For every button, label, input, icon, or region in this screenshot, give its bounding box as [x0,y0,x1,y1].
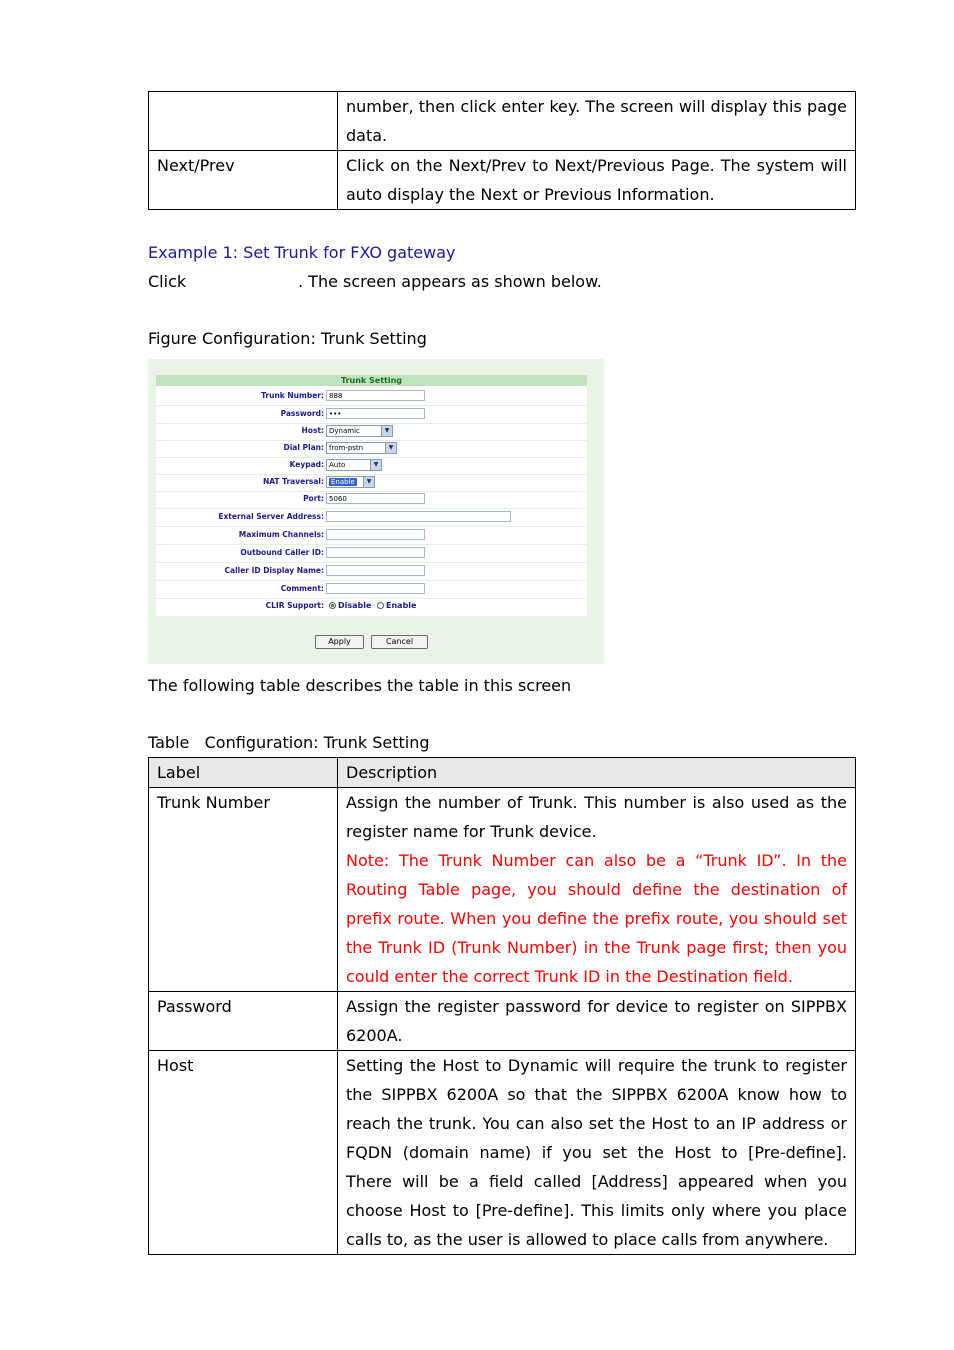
column-header-label: Label [149,758,338,788]
clir-radio-group [329,601,416,610]
table-cell-description: Assign the register password for device to register on SIPPBX 6200A. [338,992,856,1051]
trunk-setting-form [156,375,587,616]
table-cell-description [338,151,856,210]
table-cell-label: Host [149,1051,338,1255]
trunk-setting-screenshot [148,359,604,664]
table-row [149,92,856,151]
table-caption: Table Configuration: Trunk Setting [148,733,430,752]
example-heading: Example 1: Set Trunk for FXO gateway [148,243,456,262]
table-header-row [149,758,856,788]
click-instruction [148,267,602,296]
table-cell-description: Setting the Host to Dynamic will require the trunk to register the SIPPBX 6200A so that the SIPPBX 6200A know how to reach the trunk. You can also set the Host to an IP address or FQDN (domain name) if you set the Host to [Pre-define]. There will be a field called [Address] appeared when you choose Host to [Pre-define]. This limits only where you place calls to, as the user is allowed to place calls from anywhere. [338,1051,856,1255]
field-label: Port: [303,494,324,503]
desc-line: number, then click enter key. The screen will display this page [346,97,847,116]
table-row [149,788,856,992]
table-row [149,992,856,1051]
nat-selected-value: Enable [331,478,355,486]
table-row [149,151,856,210]
desc-line: auto display the Next or Previous Information. [346,185,715,204]
row-caller-id-display [156,563,587,581]
table-cell-label: Next/Prev [149,151,338,210]
desc-line: data. [346,126,388,145]
row-port [156,491,587,509]
figure-caption: Figure Configuration: Trunk Setting [148,329,427,348]
field-label: Host: [301,426,324,435]
row-clir-support [156,598,587,615]
field-label: Caller ID Display Name: [224,566,324,575]
clir-enable-radio[interactable] [377,602,384,609]
clir-enable-label: Enable [386,601,417,610]
row-nat-traversal [156,474,587,492]
column-header-description: Description [338,758,856,788]
field-label: Maximum Channels: [238,530,324,539]
port-input[interactable]: 5060 [326,493,425,504]
comment-input[interactable] [326,583,425,594]
field-label: Outbound Caller ID: [240,548,324,557]
table-cell-label [149,92,338,151]
field-label: Password: [280,409,324,418]
trunk-setting-table [148,757,856,1255]
form-title: Trunk Setting [156,375,587,386]
field-label: NAT Traversal: [262,477,324,486]
table-cell-description [338,92,856,151]
row-external-server [156,509,587,527]
keypad-selected-value: Auto [329,461,346,469]
field-label: External Server Address: [218,512,324,521]
field-label: Comment: [280,584,324,593]
chevron-down-icon[interactable]: ▼ [363,477,374,487]
row-dial-plan [156,440,587,458]
chevron-down-icon[interactable]: ▼ [370,460,381,470]
dial-plan-selected-value: from-pstn [329,444,364,452]
table-row [149,1051,856,1255]
outbound-caller-id-input[interactable] [326,547,425,558]
desc-text: Assign the number of Trunk. This number is also used as the register name for Trunk device. [346,793,847,841]
table-cell-description [338,788,856,992]
field-label: CLIR Support: [265,601,324,610]
max-channels-input[interactable] [326,529,425,540]
note-text: Note: The Trunk Number can also be a “Trunk ID”. In the Routing Table page, you should define the destination of prefix route. When you define the prefix route, you should set the Trunk ID (Trunk Number) in the Trunk page first; then you could enter the correct Trunk ID in the Destination field. [346,851,847,986]
field-label: Keypad: [289,460,324,469]
keypad-select[interactable] [326,459,382,471]
cancel-button[interactable]: Cancel [371,635,428,649]
row-trunk-number [156,388,587,406]
click-suffix: . The screen appears as shown below. [298,272,602,291]
host-selected-value: Dynamic [329,427,360,435]
following-text: The following table describes the table in this screen [148,676,572,695]
row-keypad [156,457,587,475]
chevron-down-icon[interactable]: ▼ [385,443,396,453]
row-password [156,406,587,424]
clir-disable-radio[interactable] [329,602,336,609]
clir-disable-label: Disable [338,601,372,610]
top-table [148,91,856,210]
desc-line: Click on the Next/Prev to Next/Previous Page. The system will [346,156,847,175]
caller-id-display-input[interactable] [326,565,425,576]
apply-button[interactable]: Apply [315,635,364,649]
host-select[interactable] [326,425,393,437]
chevron-down-icon[interactable]: ▼ [381,426,392,436]
password-input[interactable]: ••• [326,408,425,419]
external-server-input[interactable] [326,511,511,522]
table-cell-label: Trunk Number [149,788,338,992]
nat-traversal-select[interactable] [326,476,375,488]
field-label: Trunk Number: [261,391,324,400]
table-cell-label: Password [149,992,338,1051]
click-prefix: Click [148,272,187,291]
row-host [156,423,587,441]
trunk-number-input[interactable]: 888 [326,390,425,401]
row-outbound-caller-id [156,545,587,563]
field-label: Dial Plan: [283,443,324,452]
row-comment [156,581,587,599]
dial-plan-select[interactable] [326,442,397,454]
row-max-channels [156,527,587,545]
